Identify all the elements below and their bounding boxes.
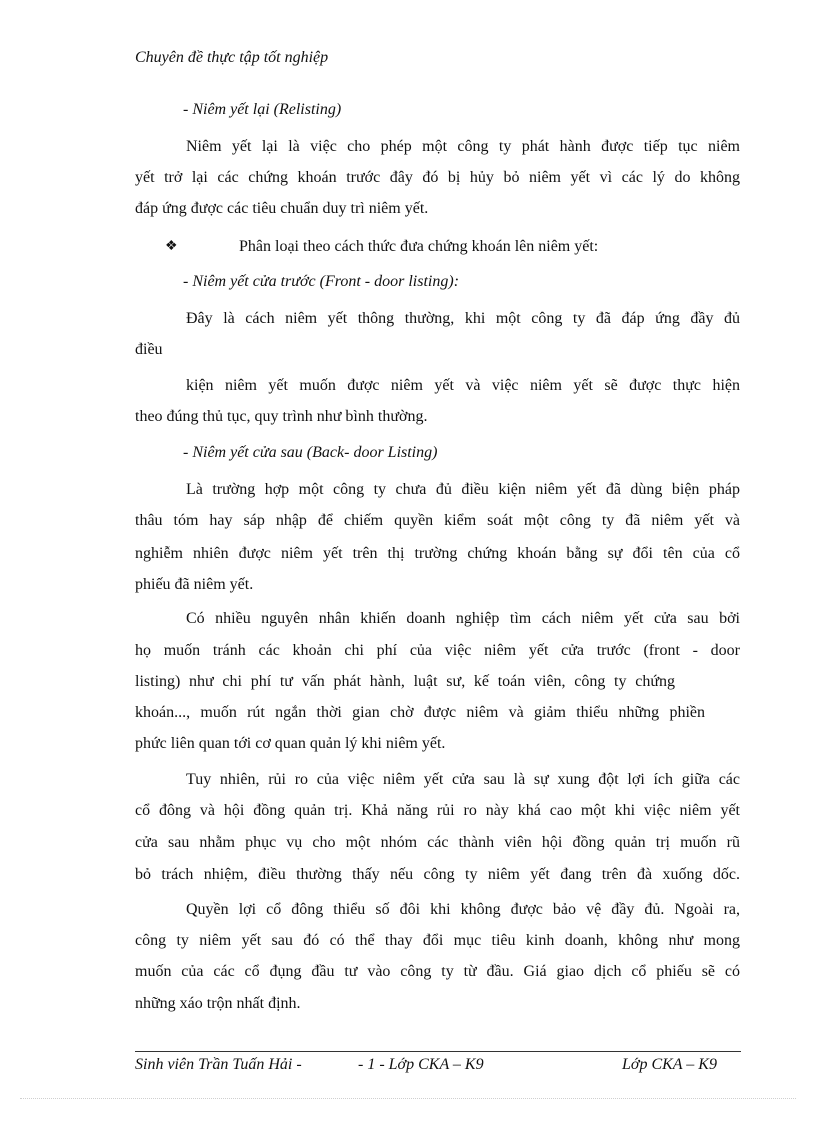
footer-student: Sinh viên Trần Tuấn Hải -: [135, 1056, 302, 1073]
paragraph-line: khoán..., muốn rút ngắn thời gian chờ được niêm và giảm thiểu những phiền: [135, 704, 705, 721]
paragraph-line: công ty niêm yết sau đó có thể thay đổi mục tiêu kinh doanh, không như mong: [135, 932, 740, 949]
footer-page-number: - 1 - Lớp CKA – K9: [358, 1056, 484, 1073]
footer-class: Lớp CKA – K9: [622, 1056, 717, 1073]
paragraph-line: Có nhiều nguyên nhân khiến doanh nghiệp tìm cách niêm yết cửa sau bởi: [186, 610, 740, 627]
paragraph-line: Đây là cách niêm yết thông thường, khi một công ty đã đáp ứng đầy đủ: [186, 310, 740, 327]
paragraph-line: cổ đông và hội đồng quản trị. Khả năng rủi ro này khá cao một khi việc niêm yết: [135, 802, 740, 819]
bullet-classification: Phân loại theo cách thức đưa chứng khoán lên niêm yết:: [239, 238, 599, 255]
page-edge-divider: [20, 1098, 796, 1099]
paragraph-line: muốn của các cổ đụng đầu tư vào công ty từ đầu. Giá giao dịch cổ phiếu sẽ có: [135, 963, 740, 980]
heading-relisting: - Niêm yết lại (Relisting): [183, 101, 342, 118]
paragraph-line: cửa sau nhằm phục vụ cho một nhóm các thành viên hội đồng quản trị muốn rũ: [135, 834, 740, 851]
paragraph-line: kiện niêm yết muốn được niêm yết và việc niêm yết sẽ được thực hiện: [186, 377, 740, 394]
document-header: Chuyên đề thực tập tốt nghiệp: [135, 49, 329, 66]
paragraph-line: Tuy nhiên, rủi ro của việc niêm yết cửa sau là sự xung đột lợi ích giữa các: [186, 771, 740, 788]
paragraph-line: họ muốn tránh các khoản chi phí của việc niêm yết cửa trước (front - door: [135, 642, 740, 659]
paragraph-line: Quyền lợi cổ đông thiểu số đôi khi không được bảo vệ đầy đủ. Ngoài ra,: [186, 901, 740, 918]
paragraph-line: Là trường hợp một công ty chưa đủ điều kiện niêm yết đã dùng biện pháp: [186, 481, 740, 498]
paragraph-line: nghiễm nhiên được niêm yết trên thị trường chứng khoán bằng sự đổi tên của cổ: [135, 545, 740, 562]
paragraph-line: phức liên quan tới cơ quan quản lý khi niêm yết.: [135, 735, 446, 752]
paragraph-line: thâu tóm hay sáp nhập để chiếm quyền kiểm soát một công ty đã niêm yết và: [135, 512, 740, 529]
paragraph-line: Niêm yết lại là việc cho phép một công ty phát hành được tiếp tục niêm: [186, 138, 740, 155]
heading-back-door: - Niêm yết cửa sau (Back- door Listing): [183, 444, 438, 461]
paragraph-line: điều: [135, 341, 163, 358]
paragraph-line: những xáo trộn nhất định.: [135, 995, 301, 1012]
heading-front-door: - Niêm yết cửa trước (Front - door listing):: [183, 273, 460, 290]
bullet-diamond-icon: ❖: [165, 239, 178, 254]
paragraph-line: listing) như chi phí tư vấn phát hành, luật sư, kế toán viên, công ty chứng: [135, 673, 675, 690]
paragraph-line: theo đúng thủ tục, quy trình như bình thường.: [135, 408, 428, 425]
footer-divider: [135, 1051, 741, 1052]
paragraph-line: đáp ứng được các tiêu chuẩn duy trì niêm yết.: [135, 200, 429, 217]
paragraph-line: bỏ trách nhiệm, điều thường thấy nếu công ty niêm yết đang trên đà xuống dốc.: [135, 866, 740, 883]
paragraph-line: yết trở lại các chứng khoán trước đây đó bị hủy bỏ niêm yết vì các lý do không: [135, 169, 740, 186]
paragraph-line: phiếu đã niêm yết.: [135, 576, 254, 593]
